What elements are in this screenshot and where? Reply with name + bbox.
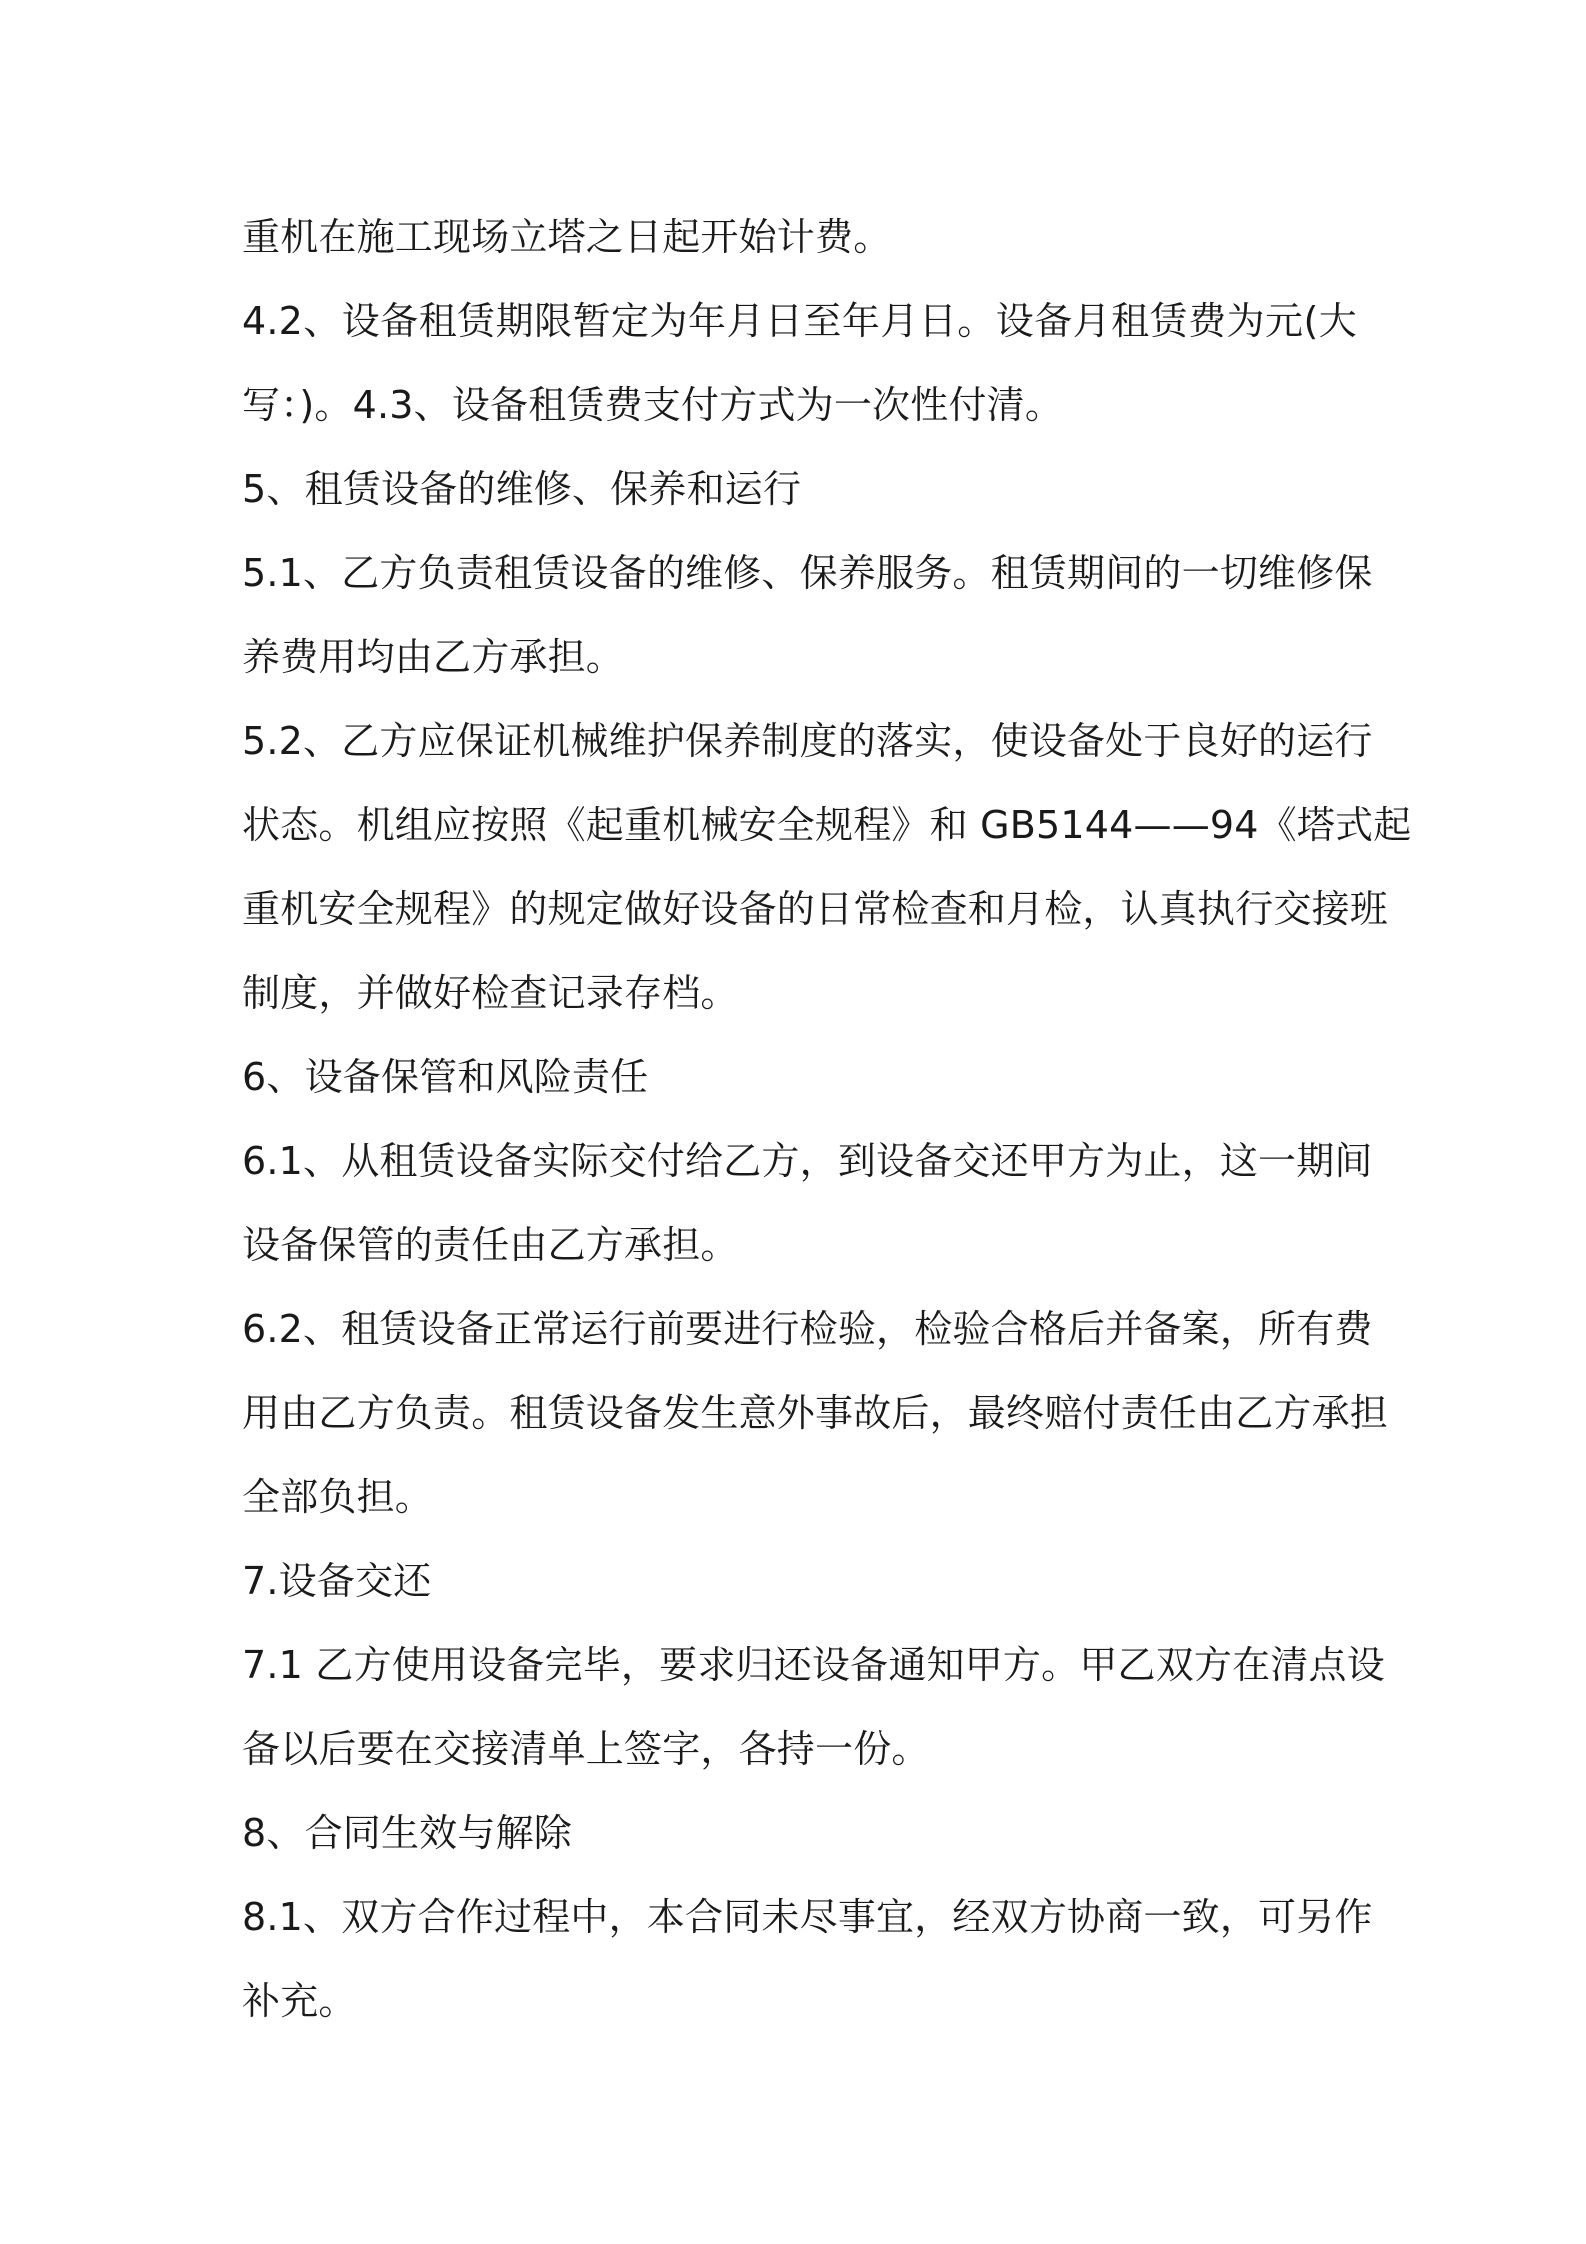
text-line: 重机安全规程》的规定做好设备的日常检查和月检，认真执行交接班 (242, 887, 1389, 931)
text-line: 重机在施工现场立塔之日起开始计费。 (242, 215, 892, 259)
text-line: 4.2、设备租赁期限暂定为年月日至年月日。设备月租赁费为元(大 (242, 299, 1357, 343)
text-line: 7.1 乙方使用设备完毕，要求归还设备通知甲方。甲乙双方在清点设 (242, 1643, 1385, 1687)
text-line: 制度，并做好检查记录存档。 (242, 971, 739, 1015)
text-line: 补充。 (242, 1979, 357, 2023)
text-line: 6.1、从租赁设备实际交付给乙方，到设备交还甲方为止，这一期间 (242, 1139, 1373, 1183)
text-line: 写：)。4.3、设备租赁费支付方式为一次性付清。 (242, 383, 1064, 427)
section-heading: 6、设备保管和风险责任 (242, 1055, 649, 1099)
text-line: 6.2、租赁设备正常运行前要进行检验，检验合格后并备案，所有费 (242, 1307, 1373, 1351)
section-heading: 5、租赁设备的维修、保养和运行 (242, 467, 802, 511)
text-line: 5.2、乙方应保证机械维护保养制度的落实，使设备处于良好的运行 (242, 719, 1373, 763)
text-line: 设备保管的责任由乙方承担。 (242, 1223, 739, 1267)
section-heading: 8、合同生效与解除 (242, 1811, 572, 1855)
document-body (242, 195, 1412, 2043)
text-line: 备以后要在交接清单上签字，各持一份。 (242, 1727, 930, 1771)
text-line: 8.1、双方合作过程中，本合同未尽事宜，经双方协商一致，可另作 (242, 1895, 1373, 1939)
text-line: 养费用均由乙方承担。 (242, 635, 625, 679)
text-line: 全部负担。 (242, 1475, 434, 1519)
text-line: 状态。机组应按照《起重机械安全规程》和 GB5144——94《塔式起 (242, 803, 1412, 847)
section-heading: 7.设备交还 (242, 1559, 432, 1603)
text-line: 用由乙方负责。租赁设备发生意外事故后，最终赔付责任由乙方承担 (242, 1391, 1389, 1435)
text-line: 5.1、乙方负责租赁设备的维修、保养服务。租赁期间的一切维修保 (242, 551, 1373, 595)
